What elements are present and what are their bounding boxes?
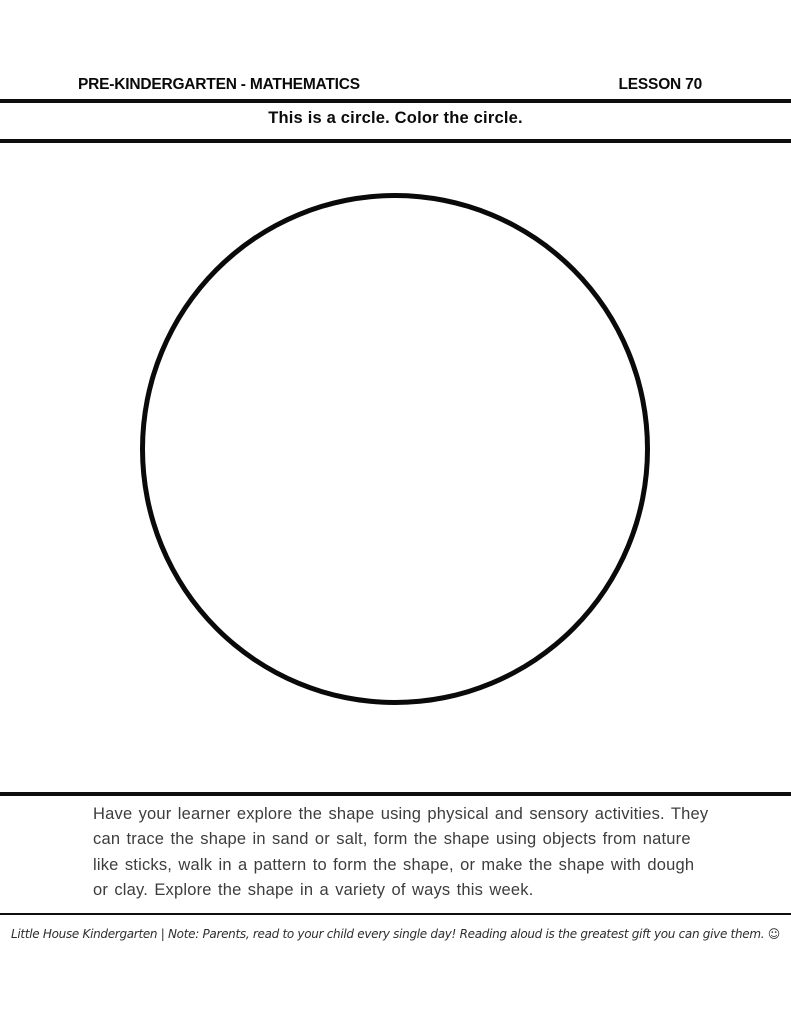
divider-header	[0, 99, 791, 103]
activity-note-line: Have your learner explore the shape using physical and sensory activities. They	[93, 805, 709, 823]
divider-note	[0, 792, 791, 796]
circle-shape	[140, 193, 650, 705]
footer-note: Little House Kindergarten | Note: Parents, read to your child every single day! Reading aloud is the greatest gift you can give them. ☺	[11, 927, 780, 941]
header	[0, 76, 791, 98]
instruction-title: This is a circle. Color the circle.	[268, 109, 523, 127]
activity-note	[93, 802, 753, 904]
divider-footer	[0, 913, 791, 915]
header-course-label: PRE-KINDERGARTEN - MATHEMATICS	[78, 76, 360, 93]
activity-note-line: can trace the shape in sand or salt, form the shape using objects from nature	[93, 830, 691, 849]
header-lesson-label: LESSON 70	[618, 76, 702, 93]
activity-note-line: like sticks, walk in a pattern to form the shape, or make the shape with dough	[93, 855, 695, 874]
activity-note-line: or clay. Explore the shape in a variety of ways this week.	[93, 881, 534, 900]
divider-title	[0, 139, 791, 143]
